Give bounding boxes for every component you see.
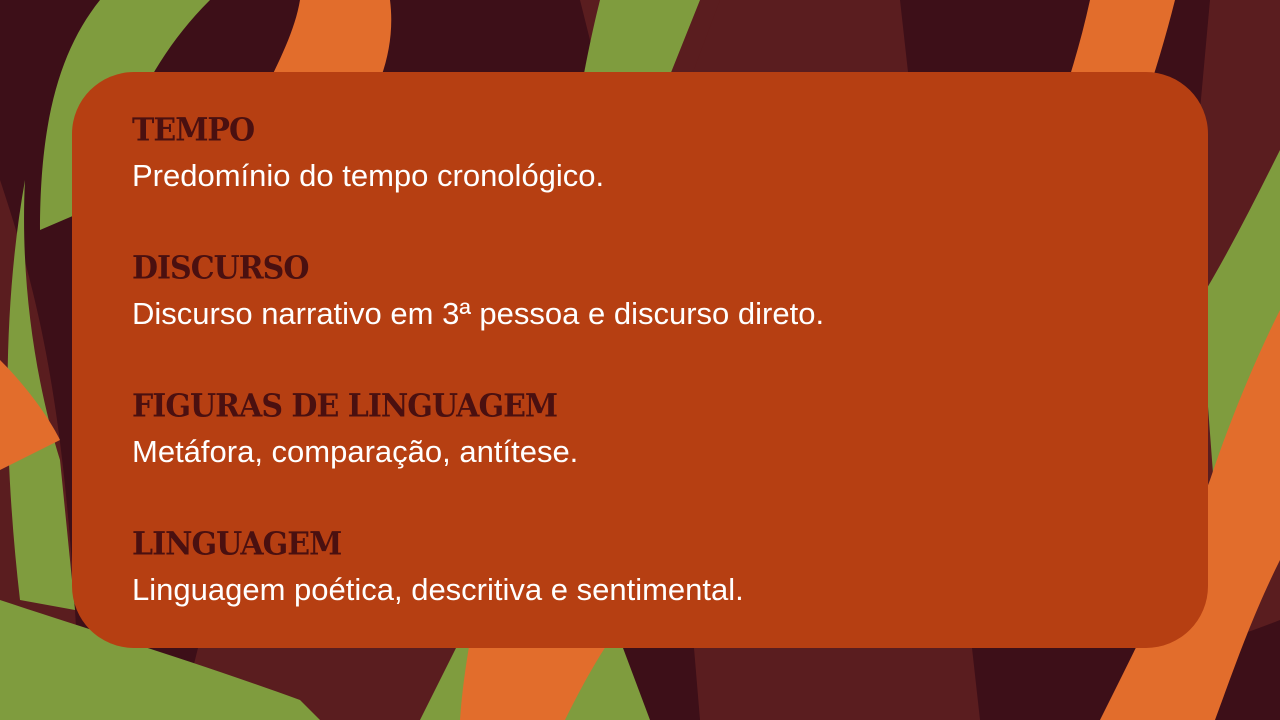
section-heading: FIGURAS DE LINGUAGEM bbox=[132, 388, 558, 426]
section-heading: DISCURSO bbox=[132, 250, 309, 288]
section-text: Discurso narrativo em 3ª pessoa e discurso direto. bbox=[132, 296, 825, 331]
section-text: Metáfora, comparação, antítese. bbox=[132, 434, 579, 469]
section-heading: TEMPO bbox=[132, 112, 255, 150]
section-figuras-de-linguagem bbox=[132, 388, 1132, 472]
section-text: Linguagem poética, descritiva e sentimental. bbox=[132, 572, 744, 607]
section-heading: LINGUAGEM bbox=[132, 526, 342, 564]
section-discurso bbox=[132, 250, 1132, 334]
content-card bbox=[72, 72, 1208, 648]
section-text: Predomínio do tempo cronológico. bbox=[132, 158, 605, 193]
section-tempo bbox=[132, 112, 1132, 196]
section-linguagem bbox=[132, 526, 1132, 610]
